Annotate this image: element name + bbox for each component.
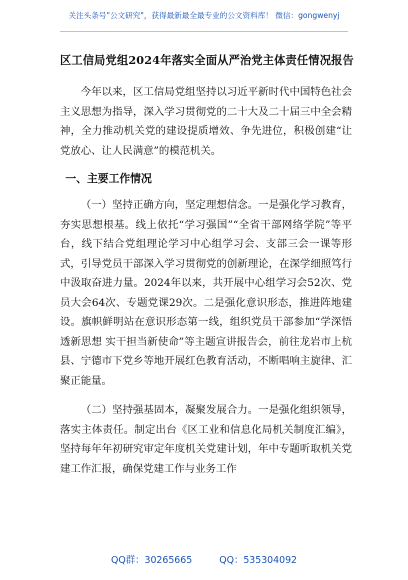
promo-text: 关注头条号"公文研究"，获得最新最全最专业的公文资料库！ 微信：gongwenyj xyxy=(68,11,340,20)
qq-number: QQ：535304092 xyxy=(219,555,298,566)
intro-paragraph: 今年以来，区工信局党组坚持以习近平新时代中国特色社会主义思想为指导，深入学习贯彻党的二十大及二十届三中全会精神，全力推动机关党的建设提质增效、争先进位，积极创建“让党放心、让人民满意”的模范机关。 xyxy=(60,86,352,157)
contact-footer xyxy=(0,552,408,566)
paragraph-2: （二）坚持强基固本，凝聚发展合力。一是强化组织领导，落实主体责任。制定出台《区工业和信息化局机关制度汇编》，坚持每年年初研究审定年度机关党建计划，年中专题听取机关党建工作汇报，确保党建工作与业务工作 xyxy=(60,404,352,475)
promo-header xyxy=(0,0,408,40)
paragraph-1: （一）坚持正确方向，坚定理想信念。一是强化学习教育，夯实思想根基。线上依托“学习强国”“全省干部网络学院”等平台，线下结合党组理论学习中心组学习会、支部三会一课等形式，引导党员干部深入学习贯彻党的创新理论，在深学细照笃行中汲取奋进力量。2024年以来，共开展中心组学习会52次、党员大会64次、专题党课29次。二是强化意识形态，推进阵地建设。旗帜鲜明站在意识形态第一线，组织党员干部参加“学深悟透新思想 实干担当新使命”等主题宣讲报告会，前往龙岩市上杭县、宁德市下党乡等地开展红色教育活动，不断唱响主旋律、汇聚正能量。 xyxy=(60,199,352,387)
document-page xyxy=(60,52,352,489)
qq-group-number: QQ群：30265665 xyxy=(110,555,193,566)
header-divider xyxy=(60,31,348,32)
document-title: 区工信局党组2024年落实全面从严治党主体责任情况报告 xyxy=(60,53,354,67)
section-heading: 一、主要工作情况 xyxy=(65,172,152,185)
